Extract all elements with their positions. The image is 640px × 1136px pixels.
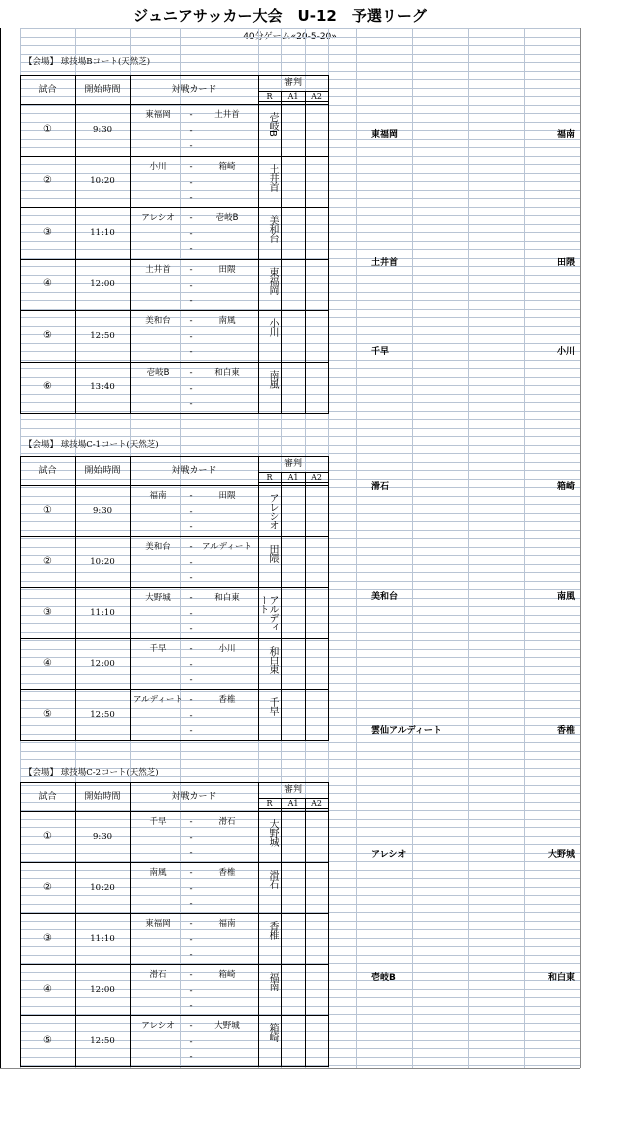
away-team: 福南	[218, 919, 236, 929]
match-number: ④	[43, 983, 52, 995]
score-dash: -	[189, 1037, 193, 1047]
away-team: 小川	[218, 644, 236, 654]
match-row-line	[20, 259, 328, 260]
away-team: 香椎	[218, 868, 236, 878]
score-dash: -	[189, 398, 193, 409]
vs-dash: -	[189, 695, 193, 705]
pairing-left-team: 東福岡	[371, 130, 399, 140]
start-time: 10:20	[90, 882, 115, 893]
score-dash: -	[189, 383, 193, 394]
away-team: 土井首	[214, 110, 240, 120]
match-number: ⑤	[43, 1034, 52, 1046]
vs-dash: -	[189, 593, 193, 603]
referee-team: 箱崎	[267, 1023, 278, 1041]
grid-row-line	[20, 436, 580, 437]
vs-dash: -	[189, 161, 193, 172]
match-row-line	[20, 156, 328, 157]
score-dash: -	[189, 522, 193, 532]
table-col-line	[75, 456, 76, 740]
vs-dash: -	[189, 491, 193, 501]
grid-row-line	[20, 453, 580, 454]
home-team: 滑石	[149, 970, 167, 980]
vs-dash: -	[189, 316, 193, 326]
header-referee: 審判	[283, 459, 302, 469]
away-team: アルディート	[202, 542, 252, 552]
header-r: R	[266, 473, 273, 482]
score-dash: -	[189, 280, 193, 291]
away-team: 和白東	[214, 367, 240, 378]
venue-label: 【会場】 球技場C-1コート(天然芝)	[24, 440, 159, 450]
home-team: 土井首	[145, 264, 171, 275]
score-dash: -	[189, 950, 193, 960]
referee-team: 和白東	[267, 646, 278, 673]
vs-dash: -	[189, 644, 193, 654]
grid-col-line	[468, 28, 469, 1068]
score-dash: -	[189, 192, 193, 203]
score-dash: -	[189, 1052, 193, 1062]
grid-row-line	[20, 37, 580, 38]
grid-row-line	[20, 759, 580, 760]
score-dash: -	[189, 660, 193, 670]
referee-col-line	[281, 472, 282, 740]
pairing-right-team: 香椎	[556, 726, 575, 736]
home-team: 東福岡	[145, 110, 171, 120]
home-team: 南風	[149, 868, 167, 878]
start-time: 9:30	[92, 831, 113, 842]
pairing-right-team: 福南	[556, 130, 575, 140]
vs-dash: -	[189, 919, 193, 929]
header-r: R	[266, 92, 273, 101]
header-start-time: 開始時間	[84, 792, 121, 802]
referee-col-line	[281, 798, 282, 1066]
home-team: 千早	[149, 644, 167, 654]
score-dash: -	[189, 935, 193, 945]
referee-team: 香椎	[267, 921, 278, 939]
home-team: 美和台	[145, 316, 171, 326]
referee-team: 千早	[267, 697, 278, 715]
away-team: 和白東	[214, 593, 240, 603]
match-row-line	[20, 207, 328, 208]
header-r: R	[266, 799, 273, 808]
start-time: 10:20	[90, 556, 115, 567]
sheet-right-border	[580, 28, 581, 1068]
home-team: アルディート	[133, 695, 183, 705]
header-match-card: 対戦カード	[171, 792, 217, 802]
home-team: 千早	[149, 817, 167, 827]
score-dash: -	[189, 244, 193, 254]
referee-sub-line	[258, 482, 328, 483]
match-number: ④	[43, 278, 52, 290]
header-a1: A1	[287, 473, 299, 482]
grid-col-line	[524, 28, 525, 1068]
vs-dash: -	[189, 868, 193, 878]
match-row-line	[20, 536, 328, 537]
header-referee: 審判	[283, 785, 302, 795]
grid-row-line	[20, 428, 580, 429]
start-time: 9:30	[92, 124, 113, 135]
score-dash: -	[189, 833, 193, 843]
score-dash: -	[189, 229, 193, 239]
vs-dash: -	[189, 213, 193, 223]
home-team: 壱岐B	[146, 367, 170, 378]
pairing-left-team: 滑石	[371, 482, 390, 492]
grid-row-line	[20, 54, 580, 55]
pairing-right-team: 南風	[556, 592, 575, 602]
score-dash: -	[189, 899, 193, 909]
score-dash: -	[189, 126, 193, 136]
referee-col-line	[305, 472, 306, 740]
header-a1: A1	[287, 92, 299, 101]
referee-team: 小川	[267, 318, 278, 336]
away-team: 田隈	[218, 491, 236, 501]
away-team: 南風	[218, 316, 236, 326]
home-team: アレシオ	[141, 213, 175, 223]
match-number: ⑤	[43, 708, 52, 720]
vs-dash: -	[189, 1021, 193, 1031]
referee-team: アルディート	[257, 595, 278, 631]
header-a1: A1	[287, 799, 299, 808]
vs-dash: -	[189, 542, 193, 552]
page-title: ジュニアサッカー大会 U-12 予選リーグ	[133, 7, 427, 25]
start-time: 12:50	[90, 709, 115, 720]
referee-team: 美和台	[267, 215, 278, 242]
score-dash: -	[189, 141, 193, 151]
sheet-left-border	[0, 28, 1, 1068]
start-time: 12:50	[90, 1035, 115, 1046]
away-team: 箱崎	[218, 161, 236, 172]
referee-col-line	[305, 798, 306, 1066]
pairing-left-team: 土井首	[371, 258, 399, 268]
away-team: 田隈	[218, 264, 236, 275]
start-time: 9:30	[92, 505, 113, 516]
header-match: 試合	[38, 466, 57, 476]
pairing-right-team: 和白東	[547, 973, 575, 983]
grid-row-line	[20, 45, 580, 46]
match-row-line	[20, 913, 328, 914]
match-number: ①	[43, 123, 52, 135]
start-time: 13:40	[90, 382, 115, 393]
away-team: 箱崎	[218, 970, 236, 980]
score-dash: -	[189, 675, 193, 685]
match-number: ②	[43, 175, 52, 187]
match-number: ②	[43, 555, 52, 567]
venue-label: 【会場】 球技場C-2コート(天然芝)	[24, 768, 159, 778]
score-dash: -	[189, 726, 193, 736]
score-dash: -	[189, 1001, 193, 1011]
referee-col-line	[305, 91, 306, 413]
pairing-left-team: 雲仙アルディート	[371, 726, 442, 736]
start-time: 12:00	[90, 279, 115, 290]
vs-dash: -	[189, 817, 193, 827]
score-dash: -	[189, 507, 193, 517]
vs-dash: -	[189, 970, 193, 980]
pairing-left-team: 壱岐B	[371, 973, 396, 983]
away-team: 滑石	[218, 817, 236, 827]
vs-dash: -	[189, 110, 193, 120]
start-time: 11:10	[90, 607, 115, 618]
grid-row-line	[20, 419, 580, 420]
grid-row-line	[20, 742, 580, 743]
grid-col-line	[356, 28, 357, 1068]
match-number: ①	[43, 830, 52, 842]
score-dash: -	[189, 609, 193, 619]
match-row-line	[20, 689, 328, 690]
header-start-time: 開始時間	[84, 85, 121, 95]
match-number: ①	[43, 504, 52, 516]
sheet-bottom-border	[0, 1068, 580, 1069]
home-team: 福南	[149, 491, 167, 501]
score-dash: -	[189, 884, 193, 894]
referee-col-line	[281, 91, 282, 413]
referee-team: 壱岐B	[267, 112, 278, 136]
start-time: 11:10	[90, 227, 115, 238]
referee-sub-line	[258, 101, 328, 102]
match-number: ⑥	[43, 381, 52, 393]
vs-dash: -	[189, 367, 193, 378]
away-team: 壱岐B	[215, 213, 239, 223]
pairing-left-team: アレシオ	[371, 850, 407, 860]
score-dash: -	[189, 295, 193, 306]
grid-row-line	[20, 71, 580, 72]
header-a2: A2	[311, 92, 322, 101]
away-team: 香椎	[218, 695, 236, 705]
home-team: アレシオ	[141, 1021, 175, 1031]
header-referee: 審判	[283, 78, 302, 88]
match-row-line	[20, 1015, 328, 1016]
score-dash: -	[189, 332, 193, 342]
match-row-line	[20, 964, 328, 965]
grid-row-line	[20, 28, 580, 29]
start-time: 12:00	[90, 658, 115, 669]
match-row-line	[20, 362, 328, 363]
score-dash: -	[189, 573, 193, 583]
pairing-right-team: 大野城	[547, 850, 575, 860]
header-match: 試合	[38, 792, 57, 802]
pairing-right-team: 箱崎	[556, 482, 575, 492]
referee-team: 土井首	[267, 163, 278, 191]
start-time: 10:20	[90, 176, 115, 187]
home-team: 美和台	[145, 542, 171, 552]
match-number: ③	[43, 226, 52, 238]
game-format: 40分ゲーム«20-5-20»	[243, 32, 337, 42]
header-start-time: 開始時間	[84, 466, 121, 476]
grid-row-line	[20, 751, 580, 752]
vs-dash: -	[189, 264, 193, 275]
referee-team: 福南	[267, 972, 278, 990]
match-number: ③	[43, 606, 52, 618]
header-a2: A2	[311, 799, 322, 808]
pairing-right-team: 田隈	[556, 258, 575, 268]
table-col-line	[75, 782, 76, 1066]
pairing-right-team: 小川	[556, 347, 575, 357]
score-dash: -	[189, 986, 193, 996]
home-team: 大野城	[145, 593, 171, 603]
header-match-card: 対戦カード	[171, 85, 217, 95]
referee-team: 滑石	[267, 870, 278, 888]
home-team: 小川	[149, 161, 167, 172]
start-time: 12:50	[90, 330, 115, 341]
match-number: ③	[43, 932, 52, 944]
score-dash: -	[189, 848, 193, 858]
score-dash: -	[189, 711, 193, 721]
referee-team: 田隈	[267, 544, 278, 562]
header-match: 試合	[38, 85, 57, 95]
header-match-card: 対戦カード	[171, 466, 217, 476]
match-number: ②	[43, 881, 52, 893]
home-team: 東福岡	[145, 919, 171, 929]
away-team: 大野城	[214, 1021, 240, 1031]
grid-col-line	[412, 28, 413, 1068]
match-row-line	[20, 587, 328, 588]
header-a2: A2	[311, 473, 322, 482]
pairing-left-team: 美和台	[371, 592, 399, 602]
score-dash: -	[189, 177, 193, 188]
table-col-line	[258, 782, 259, 1066]
match-row-line	[20, 310, 328, 311]
start-time: 12:00	[90, 984, 115, 995]
match-number: ④	[43, 657, 52, 669]
referee-team: 南風	[267, 369, 278, 388]
match-row-line	[20, 638, 328, 639]
venue-label: 【会場】 球技場Bコート(天然芝)	[24, 57, 151, 67]
pairing-left-team: 千早	[371, 347, 390, 357]
score-dash: -	[189, 624, 193, 634]
score-dash: -	[189, 558, 193, 568]
start-time: 11:10	[90, 933, 115, 944]
score-dash: -	[189, 347, 193, 357]
match-row-line	[20, 862, 328, 863]
match-number: ⑤	[43, 329, 52, 341]
referee-team: 大野城	[267, 819, 278, 846]
referee-sub-line	[258, 808, 328, 809]
referee-team: アレシオ	[267, 493, 278, 529]
referee-team: 東福岡	[267, 266, 278, 294]
